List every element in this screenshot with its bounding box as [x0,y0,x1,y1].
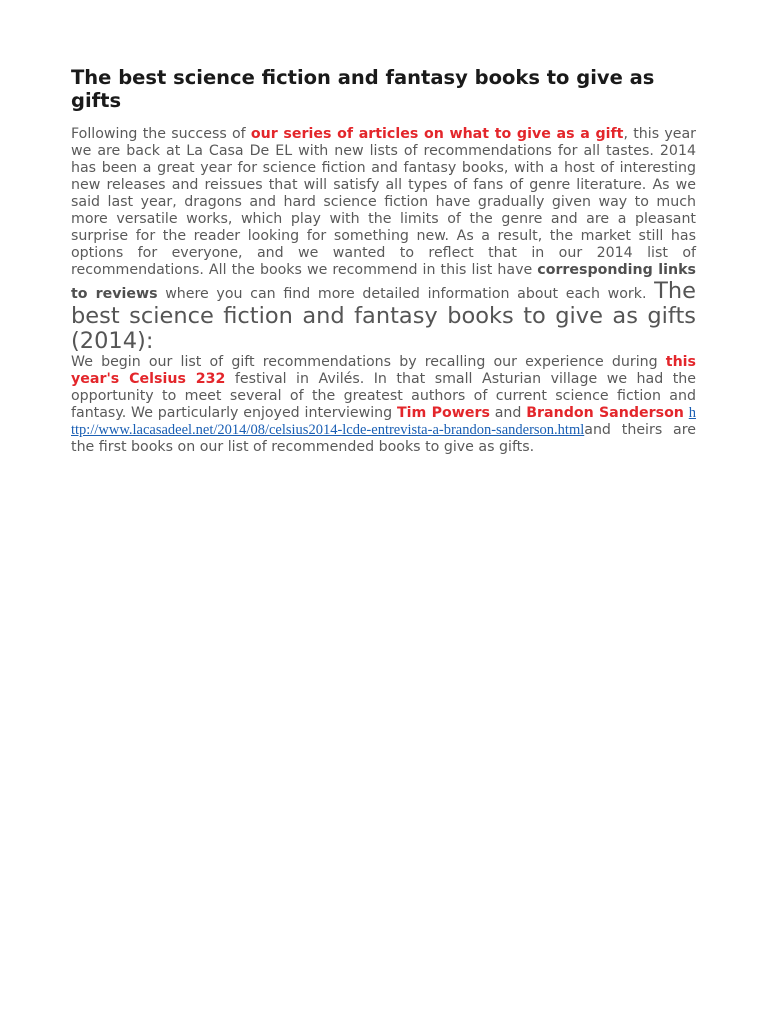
celsius-text-3: and [489,405,527,421]
paragraph-intro [71,126,696,354]
intro-text-2: , this year we are back at La Casa De EL with new lists of recommendations for all tastes. 2014 has been a great year for science fiction and fantasy books, with a host of interesting new releases and reissues that will satisfy all types of fans of genre literature. As we said last year, dragons and hard science fiction have gradually given way to much more versatile works, which play with the limits of the genre and are a pleasant surprise for the reader looking for something new. As a result, the market still has options for everyone, and we wanted to reflect that in our 2014 list of recommendations. All the books we recommend in this list have [71,126,696,278]
brandon-sanderson-link[interactable]: Brandon Sanderson [526,405,684,421]
document-page [71,66,696,456]
celsius-232-link[interactable]: this year's Celsius 232 [71,354,696,387]
tim-powers-link[interactable]: Tim Powers [397,405,490,421]
reviews-links-text: corresponding links to reviews [71,262,696,302]
section-heading-2014: The best science fiction and fantasy books to give as gifts (2014): [71,278,696,354]
celsius-text-2: festival in Avilés. In that small Asturian village we had the opportunity to meet several of the greatest authors of current science fiction and fantasy. We particularly enjoyed interviewing [71,371,696,421]
article-title: The best science fiction and fantasy books to give as gifts [71,66,655,112]
intro-text-3: where you can find more detailed information about each work. [157,286,655,302]
intro-text-1: Following the success of [71,126,251,142]
gift-series-link[interactable]: our series of articles on what to give as a gift [250,126,624,142]
interview-url-link[interactable]: http://www.lacasadeel.net/2014/08/celsius2014-lcde-entrevista-a-brandon-sanderson.html [71,405,696,438]
celsius-text-1: We begin our list of gift recommendations by recalling our experience during [71,354,666,370]
paragraph-celsius [71,354,696,456]
celsius-text-5: and theirs are the first books on our list of recommended books to give as gifts. [71,422,696,455]
